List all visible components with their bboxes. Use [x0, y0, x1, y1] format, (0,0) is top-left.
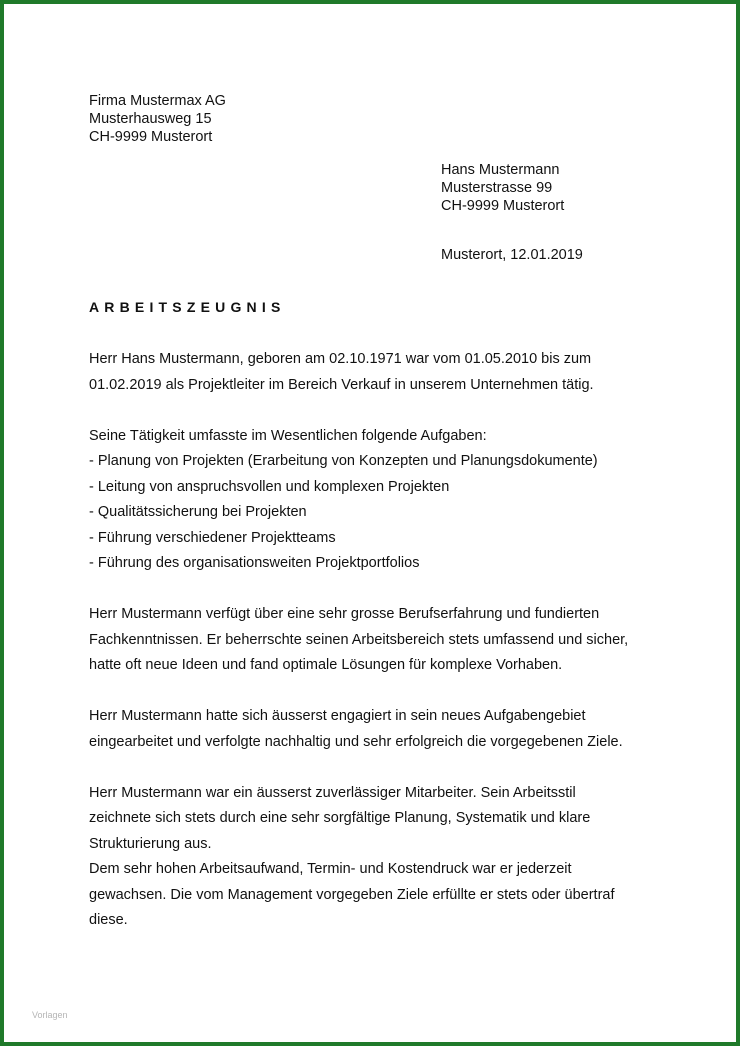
- text-line: Herr Hans Mustermann, geboren am 02.10.1971 war vom 01.05.2010 bis zum: [89, 351, 592, 367]
- task-item: - Führung des organisationsweiten Projektportfolios: [89, 555, 420, 571]
- task-item: - Planung von Projekten (Erarbeitung von Konzepten und Planungsdokumente): [89, 453, 598, 469]
- sender-address: [89, 92, 226, 146]
- recipient-name: Hans Mustermann: [441, 162, 560, 178]
- text-line: Fachkenntnissen. Er beherrschte seinen Arbeitsbereich stets umfassend und sicher,: [89, 631, 629, 648]
- sender-company: Firma Mustermax AG: [89, 93, 226, 109]
- text-line: Herr Mustermann hatte sich äusserst engagiert in sein neues Aufgabengebiet: [89, 708, 586, 724]
- recipient-address: [441, 161, 564, 215]
- tasks-section: [89, 424, 669, 577]
- document-title: ARBEITSZEUGNIS: [89, 299, 286, 315]
- text-line: eingearbeitet und verfolgte nachhaltig und sehr erfolgreich die vorgegebenen Ziele.: [89, 733, 623, 750]
- recipient-street: Musterstrasse 99: [441, 180, 553, 196]
- task-item: - Leitung von anspruchsvollen und komplexen Projekten: [89, 478, 450, 495]
- task-item: - Führung verschiedener Projektteams: [89, 529, 336, 546]
- text-line: Herr Mustermann war ein äusserst zuverlässiger Mitarbeiter. Sein Arbeitsstil: [89, 784, 576, 801]
- text-line: hatte oft neue Ideen und fand optimale Lösungen für komplexe Vorhaben.: [89, 657, 563, 673]
- text-line: Herr Mustermann verfügt über eine sehr grosse Berufserfahrung und fundierten: [89, 606, 600, 622]
- task-item: - Qualitätssicherung bei Projekten: [89, 504, 307, 520]
- watermark-label: Vorlagen: [32, 1010, 68, 1020]
- sender-street: Musterhausweg 15: [89, 111, 212, 127]
- experience-paragraph: [89, 602, 669, 679]
- intro-paragraph: [89, 347, 669, 398]
- tasks-heading: Seine Tätigkeit umfasste im Wesentlichen folgende Aufgaben:: [89, 427, 487, 444]
- text-line: Strukturierung aus.: [89, 835, 212, 852]
- sender-city: CH-9999 Musterort: [89, 129, 213, 145]
- letter-date: Musterort, 12.01.2019: [441, 247, 583, 263]
- document-body: [89, 347, 669, 934]
- text-line: gewachsen. Die vom Management vorgegeben Ziele erfüllte er stets oder übertraf: [89, 886, 615, 903]
- text-line: Dem sehr hohen Arbeitsaufwand, Termin- und Kostendruck war er jederzeit: [89, 861, 572, 877]
- reliability-paragraph: [89, 781, 669, 934]
- text-line: diese.: [89, 912, 128, 928]
- text-line: 01.02.2019 als Projektleiter im Bereich Verkauf in unserem Unternehmen tätig.: [89, 376, 594, 393]
- engagement-paragraph: [89, 704, 669, 755]
- text-line: zeichnete sich stets durch eine sehr sorgfältige Planung, Systematik und klare: [89, 810, 591, 826]
- recipient-city: CH-9999 Musterort: [441, 198, 565, 214]
